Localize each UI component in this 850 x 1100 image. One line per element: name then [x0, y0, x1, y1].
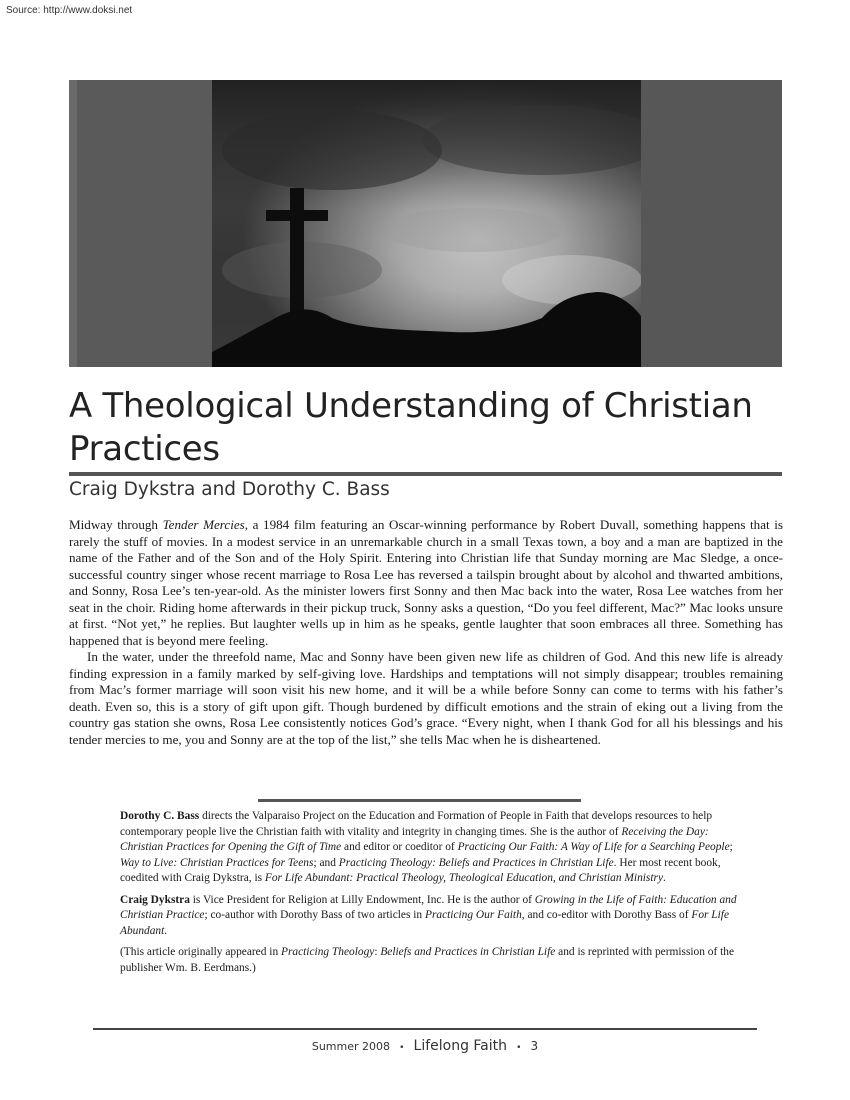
body-paragraph-2: In the water, under the threefold name, Mac and Sonny have been given new life as children of God. And this new life is already finding expression in a family marked by self-giving love. Hardships and temptations will not simply disappear; troubles remaining from Mac’s former marriage will soon visit his new home, and it will be a while before Sonny can come to terms with his father’s death. Even so, this is a story of gift upon gift. Though burdened by difficult emotions and the strain of eking out a living from the country gas station she owns, Rosa Lee consistently notices God’s grace. “Every night, when I thank God for all his blessings and his tender mercies to me, you and Sonny are at the top of the list,” she tells Mac when he is disheartened.: [69, 649, 783, 747]
cross-sky-photo: [212, 80, 641, 367]
section-divider: [258, 799, 581, 802]
body-paragraph-1: Midway through Tender Mercies, a 1984 film featuring an Oscar-winning performance by Robert Duvall, something happens that is rarely the stuff of movies. In a modest service in an unremarkable church in a small Texas town, a boy and a man are baptized in the name of the Father and of the Son and of the Holy Spirit. Entering into Christian life that Sunday morning are Mac Sledge, a once-successful country singer whose recent marriage to Rosa Lee has reversed a tailspin brought about by alcohol and thwarted ambitions, and Sonny, Rosa Lee’s ten-year-old. As the minister lowers first Sonny and then Mac back into the water, Rosa Lee watches from her seat in the choir. Riding home afterwards in their pickup truck, Sonny asks a question, “Do you feel different, Mac?” Mac looks unsure at first. “Not yet,” he replies. But laughter wells up in him as he speaks, gentle laughter that soon embraces all three. Something has happened that is beyond mere feeling.: [69, 517, 784, 648]
page-footer: [0, 1035, 850, 1054]
hero-image: [69, 80, 782, 367]
bio-dykstra: Craig Dykstra is Vice President for Religion at Lilly Endowment, Inc. He is the author of Growing in the Life of Faith: Education and Christian Practice; co-author with Dorothy Bass of two articles in Practicing Our Faith, and co-editor with Dorothy Bass of For Life Abundant.: [120, 893, 737, 937]
hero-side-panel-left: [69, 80, 212, 367]
source-url: Source: http://www.doksi.net: [6, 5, 133, 16]
article-body: [69, 517, 783, 748]
bio-bass: Dorothy C. Bass directs the Valparaiso Project on the Education and Formation of People in Faith that develops resources to help contemporary people live the Christian faith with vitality and integrity in changing times. She is the author of Receiving the Day: Christian Practices for Opening the Gift of Time and editor or coeditor of Practicing Our Faith: A Way of Life for a Searching People; Way to Live: Christian Practices for Teens; and Practicing Theology: Beliefs and Practices in Christian Life. Her most recent book, coedited with Craig Dykstra, is For Life Abundant: Practical Theology, Theological Education, and Christian Ministry.: [120, 810, 733, 884]
publication-note: (This article originally appeared in Practicing Theology: Beliefs and Practices in Christian Life and is reprinted with permission of the publisher Wm. B. Eerdmans.): [120, 946, 735, 974]
footer-season: Summer 2008: [311, 1040, 391, 1053]
page-number: 3: [530, 1039, 539, 1053]
article-title: A Theological Understanding of Christian Practices: [69, 386, 753, 469]
title-divider: [69, 472, 782, 476]
bullet-icon: •: [399, 1043, 405, 1053]
film-title: Tender Mercies: [162, 517, 245, 532]
article-authors: Craig Dykstra and Dorothy C. Bass: [69, 479, 390, 500]
author-bios: [120, 809, 740, 982]
hero-side-panel-right: [641, 80, 782, 367]
footer-divider: [93, 1028, 757, 1030]
bullet-icon: •: [516, 1043, 522, 1053]
footer-magazine: Lifelong Faith: [413, 1038, 508, 1054]
